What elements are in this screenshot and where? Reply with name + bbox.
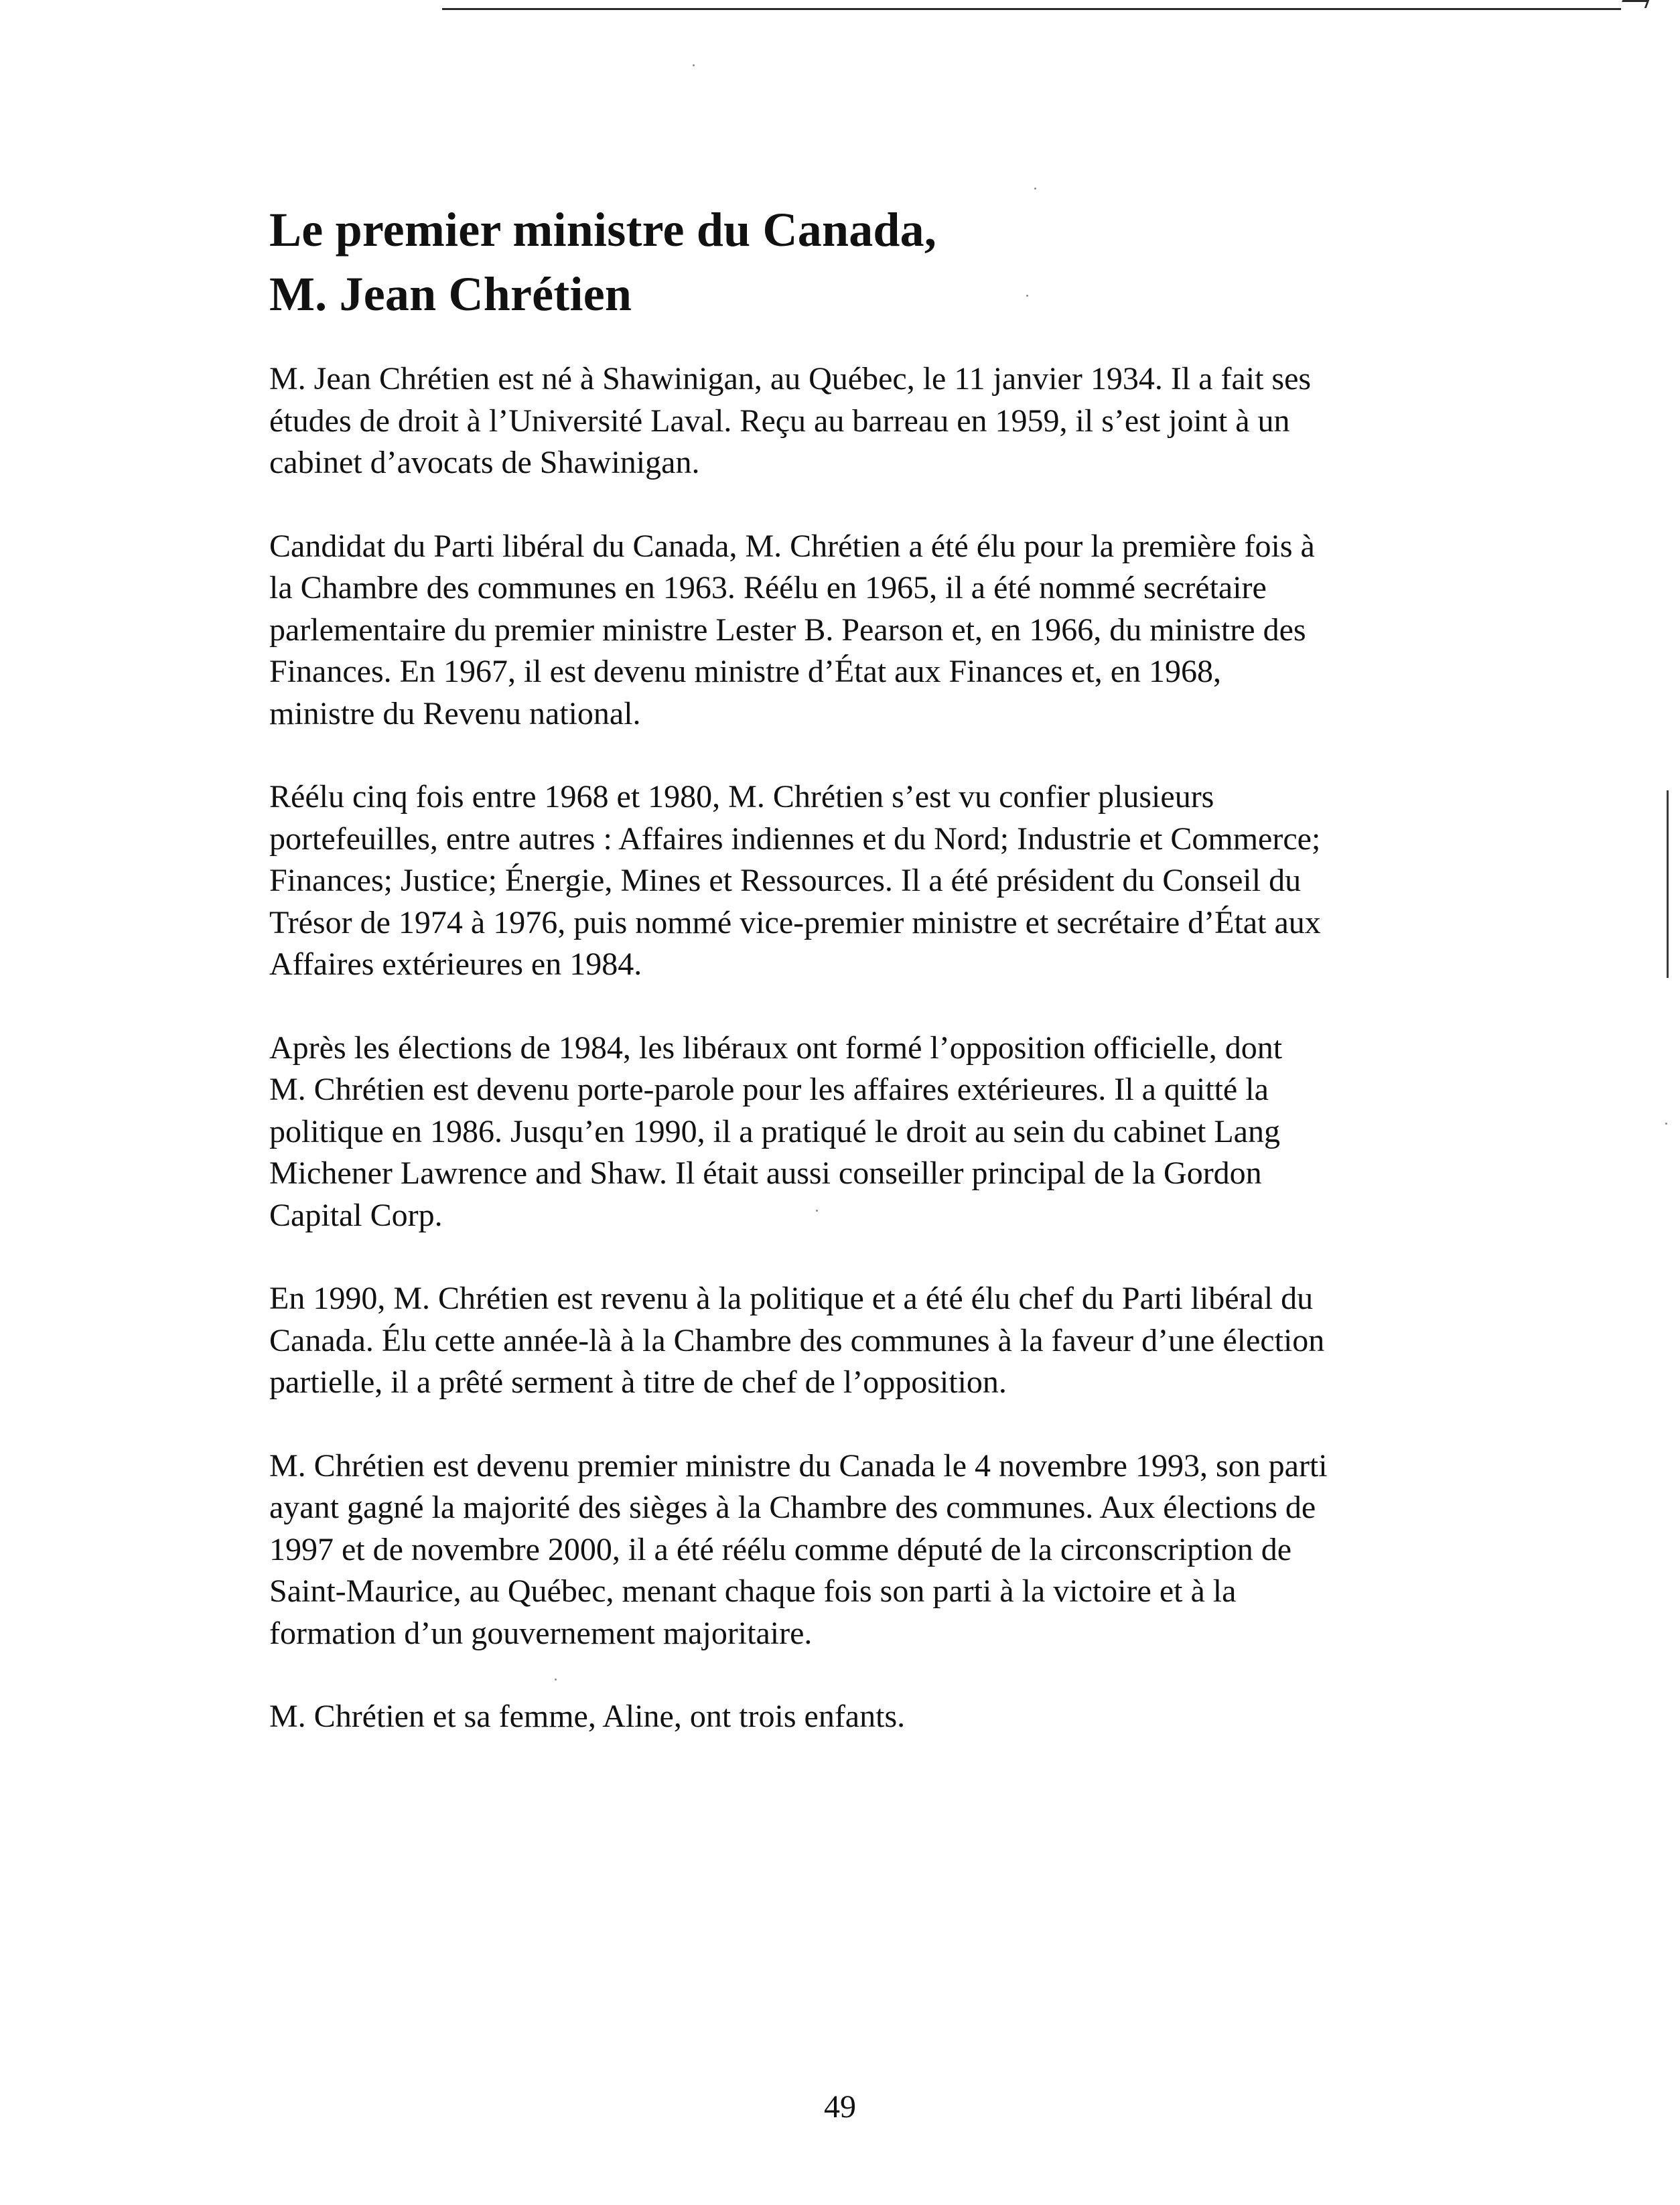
paragraph-leadership: En 1990, M. Chrétien est revenu à la politique et a été élu chef du Parti libéral du Canada. Élu cette année-là à la Chambre des communes à la faveur d’une élection partielle, il a prêté serment à titre de chef de l’opposition. — [269, 1281, 1325, 1400]
paragraph-early-career: Candidat du Parti libéral du Canada, M. Chrétien a été élu pour la première fois à la Chambre des communes en 1963. Réélu en 1965, il a été nommé secrétaire parlementaire du premier ministre Lester B. Pearson et, en 1966, du ministre des Finances. En 1967, il est devenu ministre d’État aux Finances et, en 1968, ministre du Revenu national. — [269, 528, 1315, 731]
page-number: 49 — [824, 2089, 856, 2125]
paragraph-opposition: Après les élections de 1984, les libéraux ont formé l’opposition officielle, dont M. Chrétien est devenu porte-parole pour les affaires extérieures. Il a quitté la politique en 1986. Jusqu’en 1990, il a pratiqué le droit au sein du cabinet Lang Michener Lawrence and Shaw. Il était aussi conseiller principal de la Gordon Capital Corp. — [269, 1029, 1283, 1233]
biography-body — [269, 358, 1421, 1780]
page-title-line-2: M. Jean Chrétien — [269, 267, 632, 321]
top-scan-rule — [442, 8, 1621, 10]
scan-speck — [1665, 1123, 1667, 1125]
paragraph-birth-education: M. Jean Chrétien est né à Shawinigan, au Québec, le 11 janvier 1934. Il a fait ses études de droit à l’Université Laval. Reçu au barreau en 1959, il s’est joint à un cabinet d’avocats de Shawinigan. — [269, 361, 1312, 480]
scan-speck — [693, 64, 695, 66]
scan-speck — [1034, 188, 1036, 190]
top-scan-rule-corner — [1620, 0, 1649, 8]
paragraph-cabinet-posts: Réélu cinq fois entre 1968 et 1980, M. Chrétien s’est vu confier plusieurs portefeuilles, entre autres : Affaires indiennes et du Nord; Industrie et Commerce; Finances; Justice; Énergie, Mines et Ressources. Il a été président du Conseil du Trésor de 1974 à 1976, puis nommé vice-premier ministre et secrétaire d’État aux Affaires extérieures en 1984. — [269, 779, 1321, 982]
paragraph-prime-minister: M. Chrétien est devenu premier ministre du Canada le 4 novembre 1993, son parti ayant gagné la majorité des sièges à la Chambre des communes. Aux élections de 1997 et de novembre 2000, il a été réélu comme député de la circonscription de Saint-Maurice, au Québec, menant chaque fois son parti à la victoire et à la formation d’un gouvernement majoritaire. — [269, 1447, 1328, 1651]
scan-edge-line — [1667, 790, 1669, 978]
page-title-line-1: Le premier ministre du Canada, — [269, 203, 937, 257]
paragraph-family: M. Chrétien et sa femme, Aline, ont trois enfants. — [269, 1699, 906, 1734]
page-title — [269, 198, 1475, 326]
